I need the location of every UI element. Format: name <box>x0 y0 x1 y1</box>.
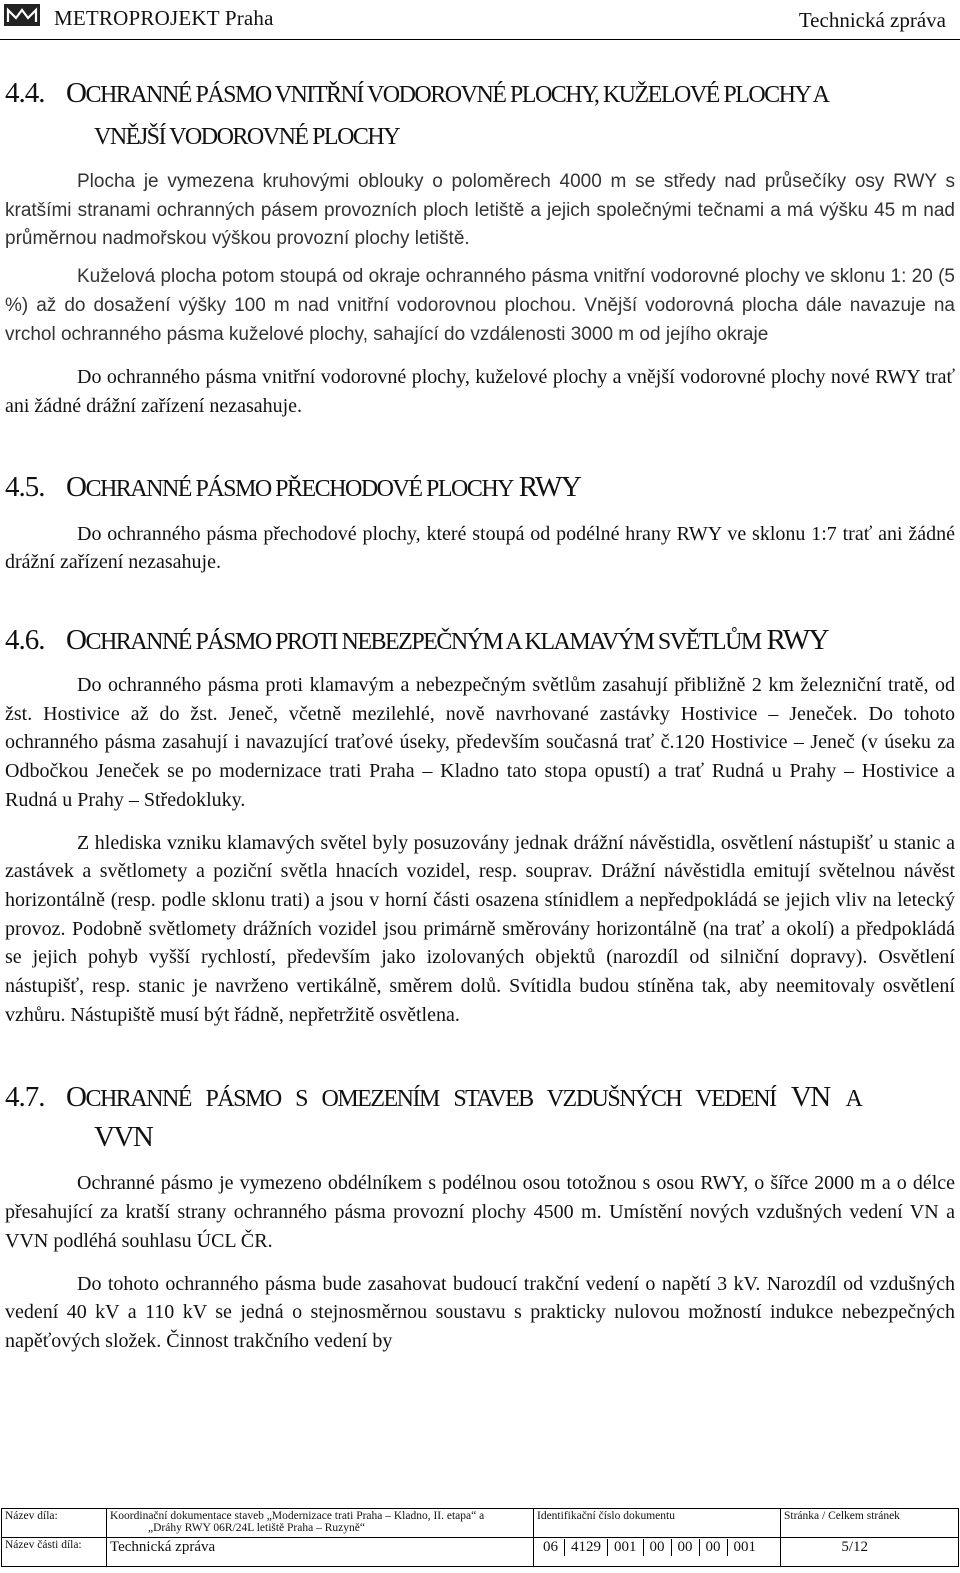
paragraph: Do tohoto ochranného pásma bude zasahovat budoucí trakční vedení o napětí 3 kV. Narozdíl od vzdušných vedení 40 kV a 110 kV se jedná o stejnosměrnou soustavu s prakticky nulovou možností indukce nebezpečných napěťových složek. Činnost trakčního vedení by <box>5 1272 955 1352</box>
section-heading <box>5 1078 955 1118</box>
work-value-line1: Koordinační dokumentace staveb „Modernizace trati Praha – Kladno, II. etapa“ a <box>110 1510 485 1522</box>
work-value-line2: „Dráhy RWY 06R/24L letiště Praha – Ruzyně“ <box>148 1522 365 1534</box>
metroprojekt-logo <box>4 4 40 34</box>
code-cell: 00 <box>700 1539 728 1556</box>
paragraph: Do ochranného pásma přechodové plochy, které stoupá od podélné hrany RWY ve sklonu 1:7 trať ani žádné drážní zařízení nezasahuje. <box>5 522 955 574</box>
heading-initial: O <box>66 77 86 109</box>
code-cell: 001 <box>733 1539 756 1555</box>
heading-text: CHRANNÉ PÁSMO VNITŘNÍ VODOROVNÉ PLOCHY, KUŽELOVÉ PLOCHY A <box>85 82 829 108</box>
paragraph: Plocha je vymezena kruhovými oblouky o poloměrech 4000 m se středy nad průsečíky osy RWY s kratšími stranami ochranných pásem provozních ploch letiště a jejich společnými tečnami a má výšku 45 m nad průměrnou nadmořskou výškou provozní plochy letiště. <box>5 171 955 250</box>
page-label: Stránka / Celkem stránek <box>781 1509 959 1538</box>
heading-tail: VN <box>790 1081 830 1114</box>
header-divider <box>0 39 960 40</box>
heading-text: CHRANNÉ PÁSMO PROTI NEBEZPEČNÝM A KLAMAVÝM SVĚTLŮM <box>85 629 761 656</box>
section-heading <box>5 74 955 114</box>
work-value <box>107 1509 534 1538</box>
code-cell: 001 <box>608 1539 644 1556</box>
section-4-6 <box>5 621 955 1029</box>
heading-tail: RWY <box>518 470 581 503</box>
company-name: METROPROJEKT Praha <box>54 6 274 30</box>
heading-text-line2: VNĚJŠÍ VODOROVNÉ PLOCHY <box>94 124 400 150</box>
section-heading <box>5 468 955 508</box>
title-block-footer <box>0 1508 960 1568</box>
section-4-5 <box>5 468 955 577</box>
section-number: 4.6. <box>5 624 45 657</box>
paragraph: Kuželová plocha potom stoupá od okraje ochranného pásma vnitřní vodorovné plochy ve sklonu 1: 20 (5 %) až do dosažení výšky 100 m nad vnitřní vodorovnou plochou. Vnější vodorovná plocha dále navazuje na vrchol ochranného pásma kuželové plochy, sahající do vzdálenosti 3000 m od jejího okraje <box>5 266 955 345</box>
section-number: 4.5. <box>5 470 45 503</box>
document-body <box>5 74 955 1356</box>
code-cell: 4129 <box>565 1539 608 1556</box>
part-label: Název části díla: <box>2 1538 107 1567</box>
paragraph: Ochranné pásmo je vymezeno obdélníkem s podélnou osou totožnou s osou RWY, o šířce 2000 m a o délce přesahující za kratší strany ochranného pásma provozní plochy 4500 m. Umístění nových vzdušných vedení VN a VVN podléhá souhlasu ÚCL ČR. <box>5 1172 955 1252</box>
page-number: 5/12 <box>781 1538 959 1567</box>
id-label: Identifikační číslo dokumentu <box>534 1509 781 1538</box>
doc-id-codes <box>534 1538 781 1567</box>
heading-text-line2: VVN <box>94 1121 153 1154</box>
paragraph: Z hlediska vzniku klamavých světel byly posuzovány jednak drážní návěstidla, osvětlení nástupišť u stanic a zastávek a světlomety a poziční světla hnacích vozidel, resp. souprav. Drážní návěstidla emitují světelnou návěst horizontálně (resp. podle sklonu trati) a jsou v horní části osazena stínidlem a nepředpokládá se jejich vliv na letecký provoz. Podobně světlomety drážních vozidel jsou primárně směrovány horizontálně (na trať a okolí) a předpokládá se jejich pohyb vyšší rychlostí, především jako izolovaných objektů (narozdíl od silniční dopravy). Osvětlení nástupišť, resp. stanic je navrženo vertikálně, směrem dolů. Svítidla budou stíněna tak, aby neemitovaly osvětlení vzhůru. Nástupiště musí být řádně, nepřetržitě osvětlena. <box>5 831 955 1026</box>
heading-initial: O <box>66 624 86 657</box>
section-number: 4.4. <box>5 77 45 109</box>
section-heading-line2 <box>5 118 955 156</box>
section-number: 4.7. <box>5 1081 45 1114</box>
heading-text: CHRANNÉ PÁSMO S OMEZENÍM STAVEB VZDUŠNÝCH VEDENÍ <box>85 1086 776 1113</box>
page-header <box>0 0 960 40</box>
code-cell: 00 <box>644 1539 672 1556</box>
section-heading-line2 <box>5 1118 955 1156</box>
work-label: Název díla: <box>2 1509 107 1538</box>
heading-text: CHRANNÉ PÁSMO PŘECHODOVÉ PLOCHY <box>85 475 514 502</box>
section-4-4 <box>5 74 955 421</box>
code-cell: 06 <box>537 1539 565 1556</box>
section-heading <box>5 621 955 661</box>
heading-initial: O <box>66 470 86 503</box>
section-4-7 <box>5 1078 955 1355</box>
part-value: Technická zpráva <box>107 1538 534 1567</box>
heading-tail: RWY <box>766 624 829 657</box>
footer-table <box>1 1508 959 1567</box>
document-type: Technická zpráva <box>798 8 946 32</box>
paragraph: Do ochranného pásma vnitřní vodorovné plochy, kuželové plochy a vnější vodorovné plochy nové RWY trať ani žádné drážní zařízení nezasahuje. <box>5 366 955 417</box>
code-cell: 00 <box>672 1539 700 1556</box>
paragraph: Do ochranného pásma proti klamavým a nebezpečným světlům zasahují přibližně 2 km železniční tratě, od žst. Hostivice až do žst. Jeneč, včetně mezilehlé, nově navrhované zastávky Hostivice – Jeneček. Do tohoto ochranného pásma zasahují i navazující traťové úseky, především současná trať č.120 Hostivice – Jeneč (v úseku za Odbočkou Jeneček se po modernizace trati Praha – Kladno tato stopa opustí) a trať Rudná u Prahy – Hostivice a Rudná u Prahy – Středokluky. <box>5 674 955 811</box>
heading-tail-2: A <box>845 1086 862 1113</box>
heading-initial: O <box>66 1081 86 1114</box>
